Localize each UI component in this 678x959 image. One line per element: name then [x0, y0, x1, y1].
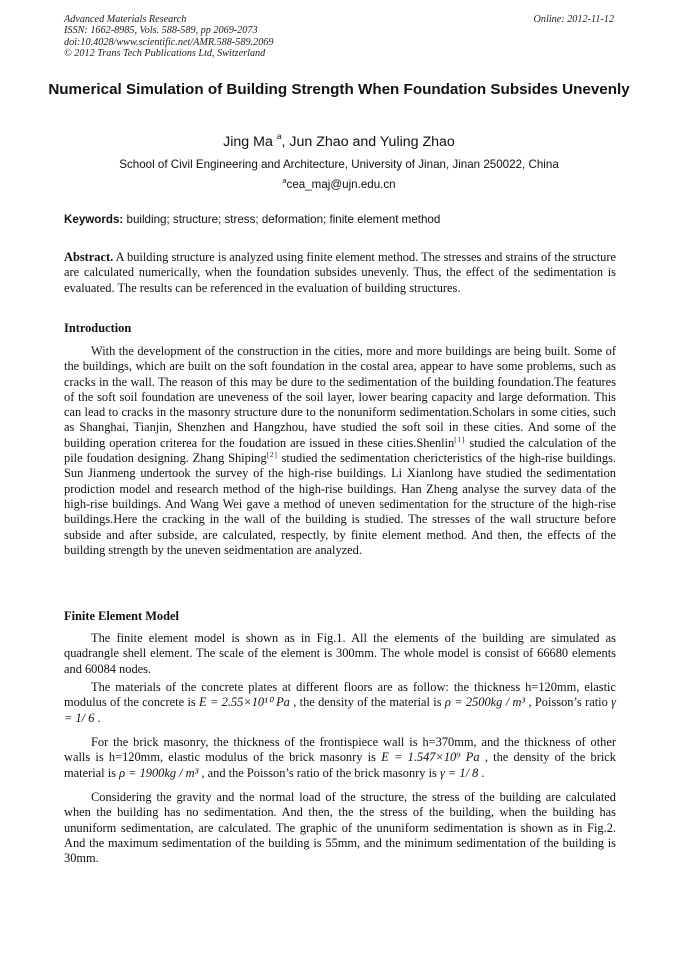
- fem-p4-text: Considering the gravity and the normal load of the structure, the stress of the building are calculated when the building has no sedimentation. And then, the the stress of the building, when the building has ununiform sedimentation, are calculated. The graphic of the ununiform sedimentation is shown as in Fig.2. And the maximum sedimentation of the building is 55mm, and the minimum sedimentation of the building is 30mm.: [64, 790, 616, 866]
- email-marker: a: [282, 176, 287, 186]
- fem-paragraph-3: [64, 735, 616, 781]
- keywords-label: Keywords:: [64, 213, 124, 226]
- fem-paragraph-2: [64, 680, 616, 726]
- copyright-line: © 2012 Trans Tech Publications Ltd, Switzerland: [64, 48, 266, 60]
- journal-name: Advanced Materials Research: [64, 14, 187, 25]
- intro-text-a: With the development of the construction in the cities, more and more buildings are being built. Some of the buildings, which are built on the soft foundation in the costal area, appear to have some problems, such as cracks in the wall. The reason of this may be dure to the sedimentation of the building foundation.The features of the soft soil foundation are uneveness of the soil layer, lower bearing capacity and large deformation. This can lead to cracks in the masonry structure dure to the nonuniform sedimentation.Scholars in some cities, such as Shanghai, Tianjin, Shenzhen and Hangzhou, have studied the soft soil in these cities. And some of the building operation criterea for the foudation are issued in these cities.Shenlin: [64, 344, 616, 450]
- intro-text-b: studied the calculation of the pile foudation designing. Zhang Shiping: [64, 435, 617, 466]
- brick-density-equation: ρ = 1900kg / m³: [119, 765, 199, 780]
- concrete-modulus-equation: E = 2.55×10¹⁰ Pa: [199, 695, 290, 710]
- abstract: [64, 250, 616, 296]
- citation-2: [2]: [266, 450, 278, 459]
- fem-paragraph-1: [64, 631, 616, 677]
- brick-poisson-equation: γ = 1/ 8: [439, 765, 479, 780]
- citation-1: [1]: [454, 435, 466, 444]
- fem-p2-text-c: , Poisson’s ratio: [525, 695, 612, 710]
- keywords-text: building; structure; stress; deformation; finite element method: [123, 213, 441, 226]
- concrete-density-equation: ρ = 2500kg / m³: [444, 695, 526, 710]
- abstract-label: Abstract.: [64, 250, 114, 264]
- fem-p2-text-d: .: [94, 710, 101, 725]
- email-address: cea_maj@ujn.edu.cn: [286, 178, 396, 191]
- author-list: [40, 133, 638, 151]
- abstract-text: A building structure is analyzed using finite element method. The stresses and strains of the structure are calculated numerically, when the foundation subsides unevenly. Thus, the effect of the sedimentation is evaluated. The results can be referenced in the evaluation of building structures.: [64, 250, 616, 295]
- journal-header: [64, 14, 273, 60]
- fem-p1-text: The finite element model is shown as in Fig.1. All the elements of the building are simulated as quadrangle shell element. The scale of the element is 300mm. The whole model is consist of 66680 elements and 60084 nodes.: [64, 631, 616, 676]
- fem-p3-text-b: , the density of the brick material is: [64, 750, 616, 780]
- online-date: Online: 2012-11-12: [533, 14, 614, 25]
- author-affil-marker: a: [276, 131, 282, 142]
- affiliation: School of Civil Engineering and Architecture, University of Jinan, Jinan 250022, China: [119, 158, 559, 171]
- concrete-poisson-equation: γ = 1/ 6: [64, 695, 617, 725]
- introduction-heading: Introduction: [64, 321, 132, 335]
- brick-modulus-equation: E = 1.547×10⁹ Pa: [381, 750, 480, 765]
- contact-email: [40, 178, 638, 192]
- fem-p2-text-a: The materials of the concrete plates at different floors are as follow: the thickness h=120mm, elastic modulus of the concrete is: [64, 680, 616, 710]
- fem-paragraph-4: [64, 790, 616, 866]
- fem-p3-text-a: For the brick masonry, the thickness of the frontispiece wall is h=370mm, and the thickness of other walls is h=120mm, elastic modulus of the brick masonry is: [64, 735, 616, 765]
- author-name: Jing Ma: [223, 134, 273, 150]
- fem-heading: Finite Element Model: [64, 609, 179, 623]
- fem-p3-text-d: .: [478, 765, 485, 780]
- coauthors: , Jun Zhao and Yuling Zhao: [281, 134, 455, 150]
- issn-line: ISSN: 1662-8985, Vols. 588-589, pp 2069-2073: [64, 25, 258, 37]
- fem-p3-text-c: , and the Poisson’s ratio of the brick masonry is: [198, 765, 440, 780]
- introduction-paragraph: [64, 344, 616, 558]
- paper-title: Numerical Simulation of Building Strength When Foundation Subsides Unevenly: [48, 81, 630, 98]
- doi-line: doi:10.4028/www.scientific.net/AMR.588-589.2069: [64, 36, 274, 48]
- keywords: [64, 213, 616, 227]
- intro-text-c: studied the sedimentation chericteristics of the high-rise buildings. Sun Jianmeng undertook the survey of the high-rise buildings. Li Xianlong have studied the sedimentation prodiction model and research method of the high-rise buildings. Han Zheng analyse the survey data of the high-rise buildings. And Wang Wei gave a method of uneven sedimentation for the structure of the high-rise buildings.Here the cracking in the wall of the building is studied. The stresses of the wall structure before subside and after subside, are calculated, respectly, by finite element method. And then, the effects of the building strength by the uneven seidmentation are analyzed.: [64, 451, 616, 557]
- fem-p2-text-b: , the density of the material is: [289, 695, 445, 710]
